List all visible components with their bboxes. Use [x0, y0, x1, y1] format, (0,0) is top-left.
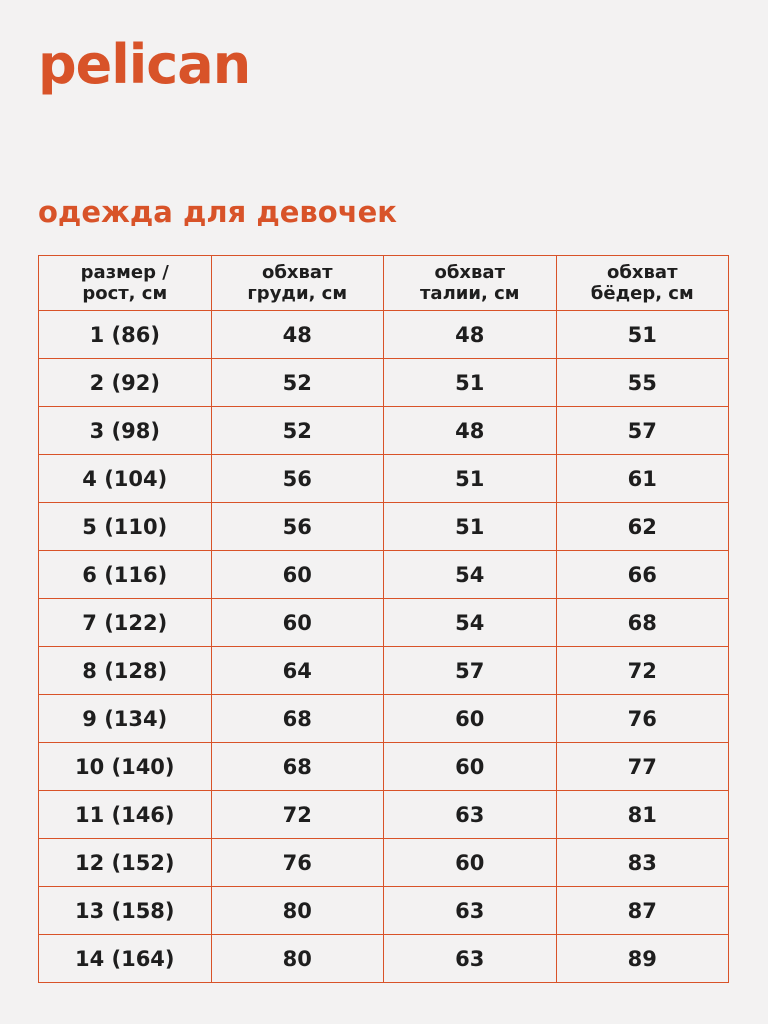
table-row [39, 551, 729, 599]
cell-size-height: 1 (86) [39, 311, 212, 359]
cell-size-height: 5 (110) [39, 503, 212, 551]
cell-size-height: 6 (116) [39, 551, 212, 599]
table-row [39, 647, 729, 695]
header-size-height [39, 256, 212, 311]
table-row [39, 839, 729, 887]
cell-hips: 55 [556, 359, 729, 407]
header-waist-line1: обхват [434, 262, 505, 283]
cell-chest: 72 [211, 791, 384, 839]
cell-hips: 76 [556, 695, 729, 743]
cell-hips: 81 [556, 791, 729, 839]
table-row [39, 503, 729, 551]
header-chest-line2: груди, см [247, 283, 348, 304]
table-row [39, 311, 729, 359]
cell-size-height: 12 (152) [39, 839, 212, 887]
table-row [39, 455, 729, 503]
header-hips-line2: бёдер, см [590, 283, 694, 304]
header-chest [211, 256, 384, 311]
header-waist-line2: талии, см [420, 283, 520, 304]
header-size-height-line1: размер / [80, 262, 169, 283]
cell-waist: 63 [384, 887, 557, 935]
cell-hips: 61 [556, 455, 729, 503]
cell-chest: 56 [211, 503, 384, 551]
cell-waist: 63 [384, 935, 557, 983]
cell-waist: 54 [384, 551, 557, 599]
brand-logo: pelican [38, 33, 251, 96]
cell-chest: 76 [211, 839, 384, 887]
cell-waist: 51 [384, 503, 557, 551]
cell-size-height: 11 (146) [39, 791, 212, 839]
size-chart-table [38, 255, 729, 983]
cell-chest: 56 [211, 455, 384, 503]
header-hips-line1: обхват [606, 262, 678, 283]
cell-waist: 48 [384, 407, 557, 455]
cell-size-height: 2 (92) [39, 359, 212, 407]
cell-waist: 60 [384, 743, 557, 791]
cell-waist: 54 [384, 599, 557, 647]
cell-size-height: 9 (134) [39, 695, 212, 743]
header-chest-line1: обхват [261, 262, 333, 283]
cell-chest: 60 [211, 551, 384, 599]
table-row [39, 695, 729, 743]
table-row [39, 791, 729, 839]
cell-chest: 80 [211, 935, 384, 983]
header-hips [556, 256, 729, 311]
table-body [39, 311, 729, 983]
cell-hips: 51 [556, 311, 729, 359]
cell-size-height: 14 (164) [39, 935, 212, 983]
cell-chest: 68 [211, 695, 384, 743]
cell-hips: 83 [556, 839, 729, 887]
cell-hips: 87 [556, 887, 729, 935]
section-title: одежда для девочек [38, 195, 397, 229]
cell-size-height: 7 (122) [39, 599, 212, 647]
table-row [39, 359, 729, 407]
cell-waist: 51 [384, 455, 557, 503]
cell-hips: 89 [556, 935, 729, 983]
cell-waist: 57 [384, 647, 557, 695]
cell-hips: 77 [556, 743, 729, 791]
header-size-height-line2: рост, см [82, 283, 168, 304]
cell-hips: 72 [556, 647, 729, 695]
cell-size-height: 8 (128) [39, 647, 212, 695]
cell-size-height: 10 (140) [39, 743, 212, 791]
cell-waist: 60 [384, 695, 557, 743]
table-row [39, 887, 729, 935]
cell-chest: 80 [211, 887, 384, 935]
cell-size-height: 13 (158) [39, 887, 212, 935]
cell-chest: 68 [211, 743, 384, 791]
cell-hips: 66 [556, 551, 729, 599]
cell-chest: 52 [211, 407, 384, 455]
cell-waist: 51 [384, 359, 557, 407]
cell-chest: 60 [211, 599, 384, 647]
cell-size-height: 4 (104) [39, 455, 212, 503]
table-row [39, 407, 729, 455]
header-row [39, 256, 729, 311]
cell-waist: 63 [384, 791, 557, 839]
table-row [39, 743, 729, 791]
table-header [39, 256, 729, 311]
cell-hips: 62 [556, 503, 729, 551]
table-row [39, 599, 729, 647]
cell-hips: 57 [556, 407, 729, 455]
cell-size-height: 3 (98) [39, 407, 212, 455]
cell-waist: 60 [384, 839, 557, 887]
cell-waist: 48 [384, 311, 557, 359]
cell-chest: 64 [211, 647, 384, 695]
header-waist [384, 256, 557, 311]
cell-chest: 48 [211, 311, 384, 359]
cell-hips: 68 [556, 599, 729, 647]
cell-chest: 52 [211, 359, 384, 407]
table-row [39, 935, 729, 983]
